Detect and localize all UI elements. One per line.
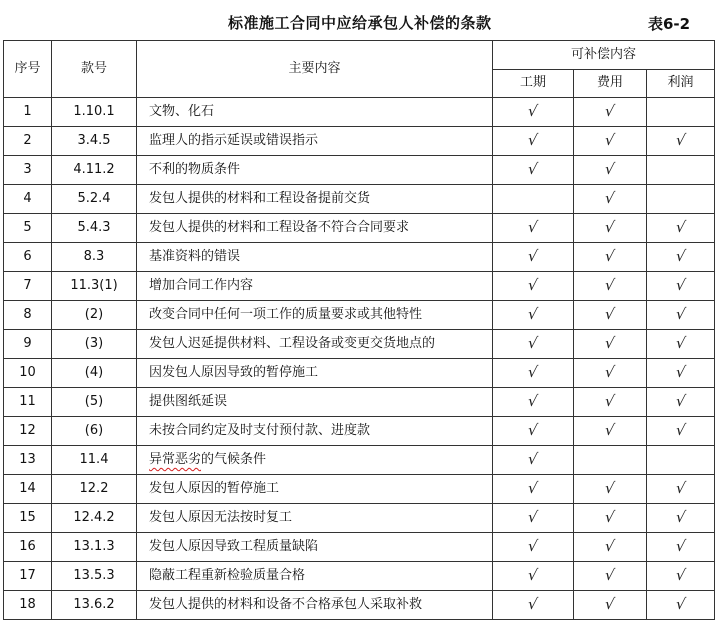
row-cost-cell — [574, 417, 647, 446]
row-content: 基准资料的错误 — [137, 243, 493, 272]
table-row — [4, 214, 715, 243]
check-mark-icon: √ — [603, 566, 617, 584]
row-cost-cell — [574, 446, 647, 475]
check-mark-icon: √ — [526, 537, 540, 555]
table-number: 表6-2 — [648, 15, 691, 33]
row-time-cell — [493, 127, 574, 156]
row-clause: 13.5.3 — [52, 562, 137, 591]
row-profit-cell — [647, 185, 715, 214]
row-profit-cell — [647, 475, 715, 504]
header-time: 工期 — [493, 69, 574, 98]
check-mark-icon: √ — [674, 247, 687, 265]
row-clause: 8.3 — [52, 243, 137, 272]
table-row — [4, 98, 715, 127]
row-profit-cell — [647, 243, 715, 272]
table-row — [4, 272, 715, 301]
header-cost: 费用 — [574, 69, 647, 98]
table-row — [4, 446, 715, 475]
header-compensable: 可补偿内容 — [493, 41, 715, 70]
row-clause: 12.2 — [52, 475, 137, 504]
row-clause: 13.6.2 — [52, 591, 137, 620]
row-content: 因发包人原因导致的暂停施工 — [137, 359, 493, 388]
check-mark-icon: √ — [603, 537, 617, 555]
row-content: 不利的物质条件 — [137, 156, 493, 185]
table-row — [4, 533, 715, 562]
row-seq: 17 — [4, 562, 52, 591]
check-mark-icon: √ — [526, 595, 540, 613]
row-cost-cell — [574, 504, 647, 533]
table-row — [4, 591, 715, 620]
check-mark-icon: √ — [674, 595, 687, 613]
row-content: 发包人迟延提供材料、工程设备或变更交货地点的 — [137, 330, 493, 359]
row-cost-cell — [574, 533, 647, 562]
check-mark-icon: √ — [526, 131, 540, 149]
check-mark-icon: √ — [674, 537, 687, 555]
row-profit-cell — [647, 127, 715, 156]
check-mark-icon: √ — [526, 160, 540, 178]
header-content: 主要内容 — [137, 41, 493, 98]
check-mark-icon: √ — [674, 305, 687, 323]
table-row — [4, 301, 715, 330]
row-time-cell — [493, 533, 574, 562]
check-mark-icon: √ — [603, 334, 617, 352]
table-row — [4, 359, 715, 388]
row-cost-cell — [574, 330, 647, 359]
check-mark-icon: √ — [603, 392, 617, 410]
check-mark-icon: √ — [674, 363, 687, 381]
row-seq: 1 — [4, 98, 52, 127]
row-cost-cell — [574, 98, 647, 127]
check-mark-icon: √ — [603, 421, 617, 439]
row-cost-cell — [574, 475, 647, 504]
row-profit-cell — [647, 417, 715, 446]
table-row — [4, 243, 715, 272]
check-mark-icon: √ — [674, 508, 687, 526]
check-mark-icon: √ — [603, 595, 617, 613]
row-content: 发包人提供的材料和设备不合格承包人采取补救 — [137, 591, 493, 620]
row-cost-cell — [574, 214, 647, 243]
table-title: 标准施工合同中应给承包人补偿的条款 — [228, 14, 492, 32]
row-content: 发包人提供的材料和工程设备提前交货 — [137, 185, 493, 214]
row-clause: 1.10.1 — [52, 98, 137, 127]
check-mark-icon: √ — [526, 566, 540, 584]
row-time-cell — [493, 330, 574, 359]
row-clause: (6) — [52, 417, 137, 446]
row-content: 增加合同工作内容 — [137, 272, 493, 301]
row-clause: 11.3(1) — [52, 272, 137, 301]
row-content: 未按合同约定及时支付预付款、进度款 — [137, 417, 493, 446]
header-clause: 款号 — [52, 41, 137, 98]
row-content: 隐蔽工程重新检验质量合格 — [137, 562, 493, 591]
row-seq: 11 — [4, 388, 52, 417]
table-row — [4, 475, 715, 504]
row-seq: 4 — [4, 185, 52, 214]
row-cost-cell — [574, 562, 647, 591]
row-seq: 12 — [4, 417, 52, 446]
row-profit-cell — [647, 330, 715, 359]
table-row — [4, 562, 715, 591]
check-mark-icon: √ — [526, 334, 540, 352]
row-profit-cell — [647, 359, 715, 388]
check-mark-icon: √ — [526, 479, 540, 497]
check-mark-icon: √ — [526, 450, 540, 468]
row-content: 发包人原因无法按时复工 — [137, 504, 493, 533]
row-clause: 3.4.5 — [52, 127, 137, 156]
row-profit-cell — [647, 591, 715, 620]
row-time-cell — [493, 417, 574, 446]
row-time-cell — [493, 185, 574, 214]
row-profit-cell — [647, 533, 715, 562]
row-seq: 15 — [4, 504, 52, 533]
row-time-cell — [493, 475, 574, 504]
row-content: 改变合同中任何一项工作的质量要求或其他特性 — [137, 301, 493, 330]
row-clause: 5.4.3 — [52, 214, 137, 243]
row-cost-cell — [574, 388, 647, 417]
compensation-table — [3, 40, 715, 620]
row-content: 发包人原因导致工程质量缺陷 — [137, 533, 493, 562]
check-mark-icon: √ — [603, 508, 617, 526]
row-cost-cell — [574, 359, 647, 388]
check-mark-icon: √ — [674, 218, 687, 236]
row-clause: 12.4.2 — [52, 504, 137, 533]
row-seq: 8 — [4, 301, 52, 330]
check-mark-icon: √ — [603, 189, 617, 207]
row-seq: 13 — [4, 446, 52, 475]
row-cost-cell — [574, 591, 647, 620]
header-seq: 序号 — [4, 41, 52, 98]
row-time-cell — [493, 301, 574, 330]
row-clause: (4) — [52, 359, 137, 388]
check-mark-icon: √ — [603, 160, 617, 178]
check-mark-icon: √ — [526, 247, 540, 265]
row-seq: 16 — [4, 533, 52, 562]
check-mark-icon: √ — [674, 276, 687, 294]
row-time-cell — [493, 243, 574, 272]
row-content — [137, 446, 493, 475]
table-row — [4, 127, 715, 156]
row-cost-cell — [574, 127, 647, 156]
check-mark-icon: √ — [526, 276, 540, 294]
check-mark-icon: √ — [526, 218, 540, 236]
row-time-cell — [493, 388, 574, 417]
row-clause: 11.4 — [52, 446, 137, 475]
row-time-cell — [493, 272, 574, 301]
check-mark-icon: √ — [526, 102, 540, 120]
table-row — [4, 388, 715, 417]
row-seq: 9 — [4, 330, 52, 359]
row-clause: (2) — [52, 301, 137, 330]
row-time-cell — [493, 446, 574, 475]
row-cost-cell — [574, 301, 647, 330]
row-profit-cell — [647, 98, 715, 127]
row-clause: (3) — [52, 330, 137, 359]
row-time-cell — [493, 98, 574, 127]
check-mark-icon: √ — [526, 363, 540, 381]
table-row — [4, 504, 715, 533]
table-row — [4, 330, 715, 359]
check-mark-icon: √ — [603, 305, 617, 323]
check-mark-icon: √ — [674, 131, 687, 149]
check-mark-icon: √ — [674, 334, 687, 352]
row-profit-cell — [647, 562, 715, 591]
check-mark-icon: √ — [603, 102, 617, 120]
row-seq: 7 — [4, 272, 52, 301]
row-content: 提供图纸延误 — [137, 388, 493, 417]
check-mark-icon: √ — [674, 479, 687, 497]
row-cost-cell — [574, 272, 647, 301]
row-content: 文物、化石 — [137, 98, 493, 127]
row-seq: 18 — [4, 591, 52, 620]
row-cost-cell — [574, 243, 647, 272]
row-seq: 14 — [4, 475, 52, 504]
row-clause: 4.11.2 — [52, 156, 137, 185]
row-time-cell — [493, 562, 574, 591]
row-seq: 10 — [4, 359, 52, 388]
row-time-cell — [493, 504, 574, 533]
table-row — [4, 156, 715, 185]
check-mark-icon: √ — [603, 479, 617, 497]
underlined-annotation: 异常恶劣 — [149, 452, 202, 467]
row-content: 监理人的指示延误或错误指示 — [137, 127, 493, 156]
row-time-cell — [493, 591, 574, 620]
row-profit-cell — [647, 214, 715, 243]
row-content: 发包人原因的暂停施工 — [137, 475, 493, 504]
row-time-cell — [493, 359, 574, 388]
check-mark-icon: √ — [603, 276, 617, 294]
check-mark-icon: √ — [526, 305, 540, 323]
row-seq: 6 — [4, 243, 52, 272]
table-body — [4, 98, 715, 620]
row-time-cell — [493, 214, 574, 243]
check-mark-icon: √ — [526, 392, 540, 410]
check-mark-icon: √ — [674, 566, 687, 584]
row-seq: 3 — [4, 156, 52, 185]
row-seq: 2 — [4, 127, 52, 156]
row-clause: (5) — [52, 388, 137, 417]
row-profit-cell — [647, 156, 715, 185]
row-content: 发包人提供的材料和工程设备不符合合同要求 — [137, 214, 493, 243]
check-mark-icon: √ — [674, 421, 687, 439]
check-mark-icon: √ — [526, 508, 540, 526]
row-profit-cell — [647, 301, 715, 330]
row-profit-cell — [647, 446, 715, 475]
check-mark-icon: √ — [674, 392, 687, 410]
row-profit-cell — [647, 272, 715, 301]
row-cost-cell — [574, 185, 647, 214]
check-mark-icon: √ — [603, 247, 617, 265]
row-clause: 13.1.3 — [52, 533, 137, 562]
row-seq: 5 — [4, 214, 52, 243]
header-profit: 利润 — [647, 69, 715, 98]
check-mark-icon: √ — [603, 218, 617, 236]
check-mark-icon: √ — [526, 421, 540, 439]
row-profit-cell — [647, 504, 715, 533]
table-row — [4, 185, 715, 214]
table-row — [4, 417, 715, 446]
check-mark-icon: √ — [603, 131, 617, 149]
row-time-cell — [493, 156, 574, 185]
row-cost-cell — [574, 156, 647, 185]
check-mark-icon: √ — [603, 363, 617, 381]
row-content-rest: 的气候条件 — [201, 452, 267, 467]
row-profit-cell — [647, 388, 715, 417]
row-clause: 5.2.4 — [52, 185, 137, 214]
